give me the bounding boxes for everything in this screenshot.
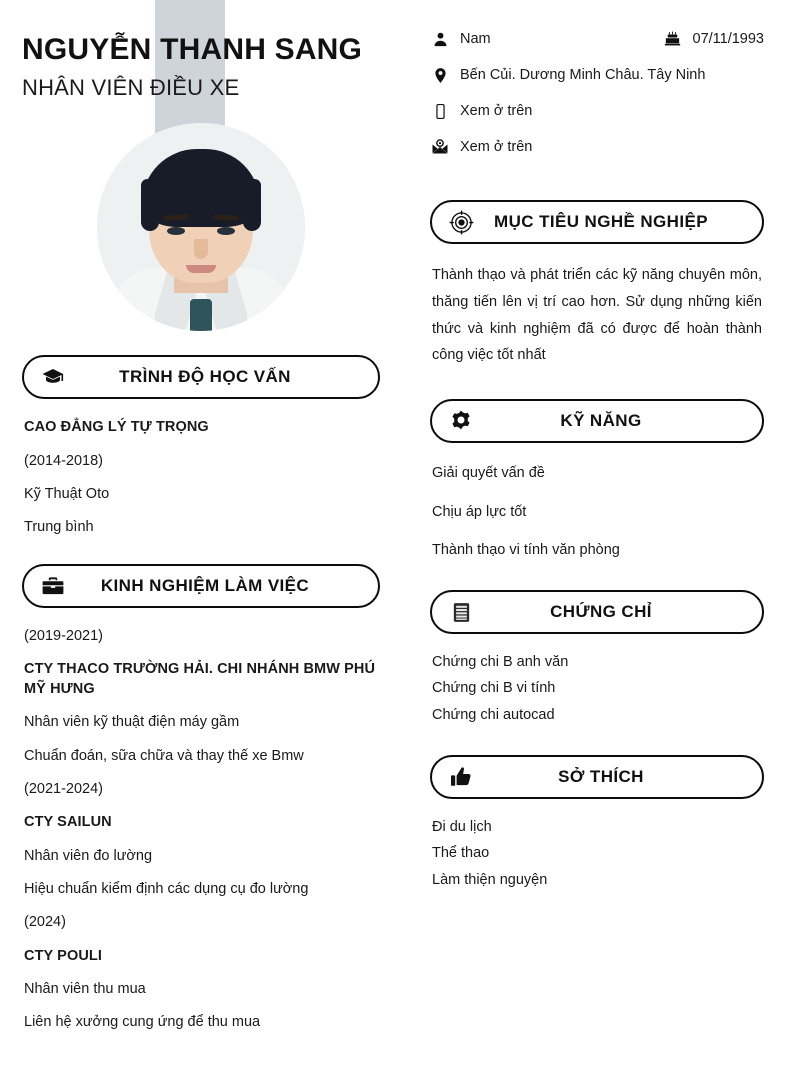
job-company: CTY SAILUN	[24, 814, 112, 831]
phone-value: Xem ở trên	[460, 103, 533, 119]
section-hobbies	[430, 755, 764, 890]
education-title: TRÌNH ĐỘ HỌC VẤN	[119, 367, 291, 387]
certificates-body	[430, 652, 764, 725]
email-value: Xem ở trên	[460, 139, 533, 155]
job-duty: Hiệu chuẩn kiểm định các dụng cụ đo lường	[24, 880, 309, 897]
job-title: NHÂN VIÊN ĐIỀU XE	[22, 75, 240, 101]
contact-row	[430, 64, 764, 86]
thumbs-up-icon	[446, 765, 476, 789]
job-role: Nhân viên đo lường	[24, 847, 153, 864]
left-column	[0, 0, 410, 1032]
section-experience	[22, 564, 380, 1033]
certificates-title: CHỨNG CHỈ	[550, 602, 652, 622]
contact-row	[430, 100, 764, 122]
job-years: (2019-2021)	[24, 627, 103, 644]
name-block	[22, 0, 380, 101]
objective-text: Thành thạo và phát triển các kỹ năng chuyên môn, thăng tiến lên vị trí cao hơn. Sử dụng những kiến thức và kinh nghiệm đã có được để hoàn thành công việc tốt nhất	[432, 267, 762, 364]
email-envelope-icon	[430, 138, 450, 156]
experience-body	[22, 626, 380, 1033]
contact-row	[430, 136, 764, 158]
job-role: Nhân viên kỹ thuật điện máy gầm	[24, 714, 240, 731]
graduation-cap-icon	[38, 365, 68, 389]
photo-container	[22, 123, 380, 331]
skills-header	[430, 399, 764, 443]
contact-phone	[430, 103, 532, 120]
education-body	[22, 417, 380, 537]
experience-header	[22, 564, 380, 608]
avatar	[97, 123, 305, 331]
target-icon	[446, 210, 476, 235]
section-objective	[430, 200, 764, 369]
job-duty: Liên hệ xưởng cung ứng để thu mua	[24, 1014, 261, 1031]
certificate-item: Chứng chi B vi tính	[432, 680, 556, 697]
right-column	[410, 0, 800, 1032]
phone-icon	[430, 103, 450, 120]
job-company: CTY POULI	[24, 947, 102, 964]
contact-gender	[430, 31, 491, 48]
certificate-icon	[446, 601, 476, 624]
skills-body	[430, 463, 764, 560]
objective-title: MỤC TIÊU NGHỀ NGHIỆP	[494, 212, 708, 231]
skills-title: KỸ NĂNG	[560, 411, 642, 431]
address-value: Bến Củi. Dương Minh Châu. Tây Ninh	[460, 67, 706, 83]
hobby-item: Đi du lịch	[432, 819, 492, 836]
job-company: CTY THACO TRƯỜNG HẢI. CHI NHÁNH BMW PHÚ MỸ HƯNG	[24, 660, 376, 698]
hobby-item: Làm thiện nguyện	[432, 871, 548, 888]
objective-header	[430, 200, 764, 244]
section-certificates	[430, 590, 764, 725]
education-major: Kỹ Thuật Oto	[24, 485, 110, 502]
certificates-header	[430, 590, 764, 634]
job-years: (2021-2024)	[24, 781, 103, 798]
hobbies-body	[430, 817, 764, 890]
hobby-item: Thể thao	[432, 845, 490, 862]
contact-address	[430, 67, 705, 84]
certificate-item: Chứng chi B anh văn	[432, 654, 569, 671]
education-school: CAO ĐẲNG LÝ TỰ TRỌNG	[24, 419, 209, 436]
hobbies-title: SỞ THÍCH	[558, 767, 644, 787]
location-pin-icon	[430, 67, 450, 84]
objective-body	[430, 262, 764, 369]
birthday-value: 07/11/1993	[692, 31, 764, 47]
education-years: (2014-2018)	[24, 452, 103, 469]
contact-list	[430, 0, 764, 158]
job-years: (2024)	[24, 914, 66, 931]
birthday-cake-icon	[663, 31, 683, 48]
page-title: NGUYỄN THANH SANG	[22, 33, 363, 66]
briefcase-icon	[38, 574, 68, 598]
hobbies-header	[430, 755, 764, 799]
section-education	[22, 355, 380, 537]
gender-value: Nam	[460, 31, 491, 47]
skill-item: Thành thạo vi tính văn phòng	[432, 541, 620, 558]
gear-icon	[446, 409, 476, 433]
contact-email	[430, 138, 532, 156]
education-header	[22, 355, 380, 399]
contact-row	[430, 28, 764, 50]
job-role: Nhân viên thu mua	[24, 980, 146, 997]
education-grade: Trung bình	[24, 519, 94, 536]
certificate-item: Chứng chi autocad	[432, 706, 555, 723]
contact-birthday	[663, 31, 765, 48]
person-icon	[430, 31, 450, 48]
experience-title: KINH NGHIỆM LÀM VIỆC	[100, 575, 310, 595]
job-duty: Chuẩn đoán, sữa chữa và thay thế xe Bmw	[24, 747, 304, 764]
skill-item: Chịu áp lực tốt	[432, 503, 527, 520]
skill-item: Giải quyết vấn đề	[432, 465, 545, 482]
section-skills	[430, 399, 764, 560]
